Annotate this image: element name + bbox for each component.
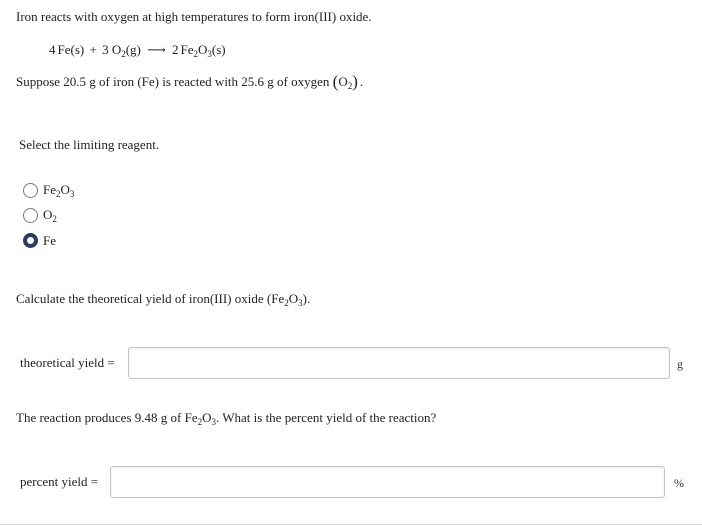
eq-plus: + bbox=[89, 42, 97, 57]
eq-product-state: (s) bbox=[211, 42, 226, 57]
chemical-equation bbox=[49, 42, 226, 58]
percent-yield-label: percent yield = bbox=[20, 474, 99, 489]
theoretical-yield-unit: g bbox=[677, 357, 683, 371]
option-label-fe2o3[interactable]: $Fe_2O_3$ bbox=[43, 182, 75, 199]
eq-reactant1: Fe bbox=[57, 42, 71, 57]
theoretical-yield-prompt: Calculate the theoretical yield of iron(III) oxide $(Fe_2O_3)$. bbox=[16, 291, 311, 308]
percent-yield-input[interactable] bbox=[110, 466, 665, 498]
suppose-statement: Suppose 20.5 g of iron (Fe) is reacted with 25.6 g of oxygen $(O_2)$ . bbox=[16, 72, 364, 91]
eq-reactant1-state: (s) bbox=[70, 42, 85, 57]
suppose-end: . bbox=[359, 74, 364, 89]
eq-product-sub2: 3 bbox=[207, 49, 212, 59]
eq-reactant1-coef: 4 bbox=[49, 42, 56, 57]
eq-product-coef: 2 bbox=[172, 42, 179, 57]
eq-reactant2: O bbox=[111, 42, 122, 57]
radio-option-o2[interactable] bbox=[23, 208, 38, 223]
eq-reactant2-sub: 2 bbox=[121, 49, 126, 59]
eq-product-sub1: 2 bbox=[193, 49, 199, 59]
option-label-fe[interactable]: Fe bbox=[43, 233, 56, 248]
suppose-formula-el: O bbox=[338, 74, 348, 89]
eq-product-el2: O bbox=[198, 42, 208, 57]
radio-option-fe2o3[interactable] bbox=[23, 183, 38, 198]
theoretical-yield-input[interactable] bbox=[128, 347, 670, 379]
option-label-o2[interactable]: $O_2$ bbox=[43, 207, 57, 224]
eq-arrow: ⟶ bbox=[147, 42, 166, 57]
limiting-reagent-prompt: Select the limiting reagent. bbox=[19, 137, 160, 152]
theoretical-yield-label: theoretical yield = bbox=[20, 355, 115, 370]
bottom-divider bbox=[0, 524, 702, 525]
radio-option-fe[interactable] bbox=[23, 233, 38, 248]
eq-reactant2-state: (g) bbox=[125, 42, 141, 57]
suppose-text: Suppose 20.5 g of iron (Fe) is reacted with 25.6 g of oxygen bbox=[16, 74, 330, 89]
percent-yield-unit: % bbox=[674, 476, 684, 490]
suppose-formula-sub: 2 bbox=[347, 81, 353, 91]
eq-product-el1: Fe bbox=[180, 42, 194, 57]
intro-text: Iron reacts with oxygen at high temperatures to form iron(III) oxide. bbox=[16, 9, 372, 24]
percent-yield-prompt: The reaction produces 9.48 g of $Fe_2O_3$. What is the percent yield of the reaction? bbox=[16, 410, 437, 427]
eq-reactant2-coef: 3 bbox=[102, 42, 109, 57]
